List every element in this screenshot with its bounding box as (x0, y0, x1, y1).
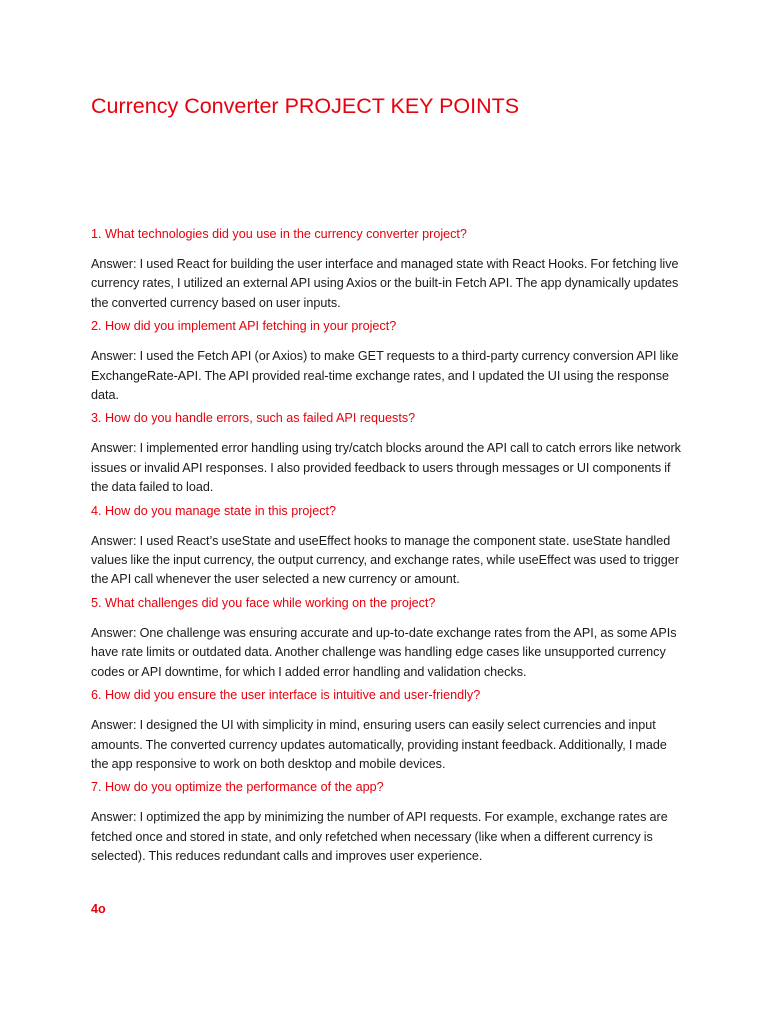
qa-item-1 (91, 227, 681, 313)
question-1: 1. What technologies did you use in the currency converter project? (91, 227, 467, 241)
question-6: 6. How did you ensure the user interface is intuitive and user-friendly? (91, 688, 481, 703)
qa-list (91, 227, 681, 873)
answer-7: Answer: I optimized the app by minimizing the number of API requests. For example, exchange rates are fetched once and stored in state, and only refetched when necessary (like when a different currency is selected). This reduces redundant calls and improves user experience. (91, 810, 668, 864)
answer-4: Answer: I used React’s useState and useEffect hooks to manage the component state. useState handled values like the input currency, the output currency, and exchange rates, while useEffect was used to trigger the API call whenever the user selected a new currency or amount. (91, 533, 679, 587)
answer-2: Answer: I used the Fetch API (or Axios) to make GET requests to a third-party currency conversion API like ExchangeRate-API. The API provided real-time exchange rates, and I updated the UI using the response data. (91, 349, 679, 403)
question-5: 5. What challenges did you face while working on the project? (91, 595, 436, 610)
qa-item-3 (91, 411, 681, 497)
answer-3: Answer: I implemented error handling using try/catch blocks around the API call to catch errors like network issues or invalid API responses. I also provided feedback to users through messages or UI components if the data failed to load. (91, 441, 681, 495)
question-7: 7. How do you optimize the performance of the app? (91, 780, 384, 795)
page-title: Currency Converter PROJECT KEY POINTS (91, 94, 520, 118)
question-4: 4. How do you manage state in this project? (91, 503, 337, 518)
question-2: 2. How did you implement API fetching in your project? (91, 319, 397, 334)
answer-6: Answer: I designed the UI with simplicity in mind, ensuring users can easily select currencies and input amounts. The converted currency updates automatically, providing instant feedback. Additionally, I made the app responsive to work on both desktop and mobile devices. (91, 718, 667, 771)
answer-1: Answer: I used React for building the user interface and managed state with React Hooks. For fetching live currency rates, I utilized an external API using Axios or the built-in Fetch API. The app dynamically updates the converted currency based on user inputs. (91, 257, 679, 310)
qa-item-5 (91, 596, 681, 682)
qa-item-6 (91, 688, 681, 774)
qa-item-2 (91, 319, 681, 405)
question-3: 3. How do you handle errors, such as failed API requests? (91, 411, 416, 426)
qa-item-7 (91, 780, 681, 866)
qa-item-4 (91, 504, 681, 590)
footer-mark: 4o (91, 902, 106, 916)
answer-5: Answer: One challenge was ensuring accurate and up-to-date exchange rates from the API, as some APIs have rate limits or outdated data. Another challenge was handling edge cases like unsupported currency codes or API downtime, for which I added error handling and validation checks. (91, 625, 677, 679)
